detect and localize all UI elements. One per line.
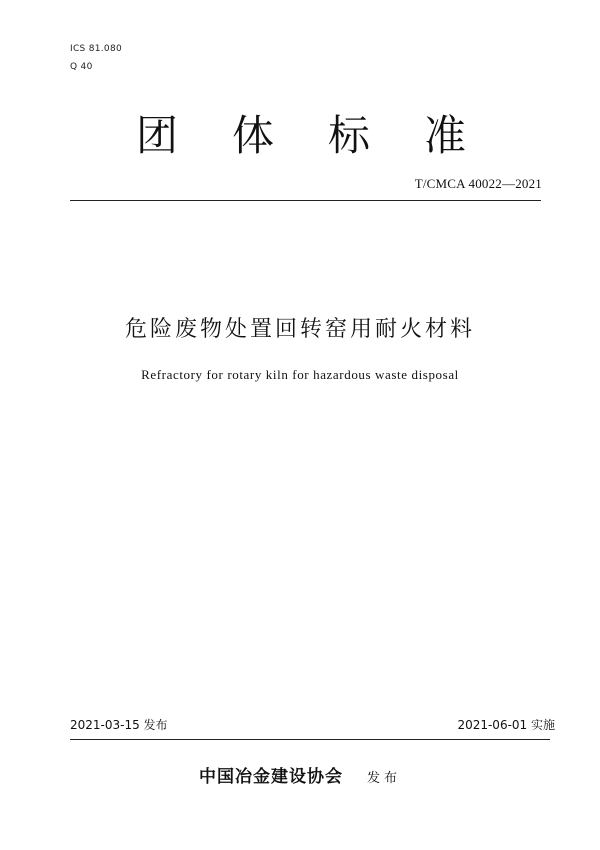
standard-type-char: 团 [136,111,179,160]
ccs-code: Q 40 [70,62,93,72]
publisher-organization: 中国冶金建设协会 [198,767,343,787]
standard-type-char: 体 [231,111,274,160]
standard-type-char: 准 [423,111,466,160]
ics-code: ICS 81.080 [70,44,123,54]
implementation-date: 2021-06-01 实施 [457,718,555,732]
header-divider [70,200,541,201]
title-chinese: 危险废物处置回转窑用耐火材料 [124,317,475,342]
publisher-line [0,762,600,787]
publisher-label: 发布 [366,771,401,786]
standard-code: T/CMCA 40022—2021 [414,176,542,191]
title-english: Refractory for rotary kiln for hazardous waste disposal [141,367,459,382]
issue-date: 2021-03-15 发布 [70,718,168,732]
footer-divider [70,739,550,740]
standard-type-char: 标 [327,111,370,160]
standard-type-heading [70,110,530,162]
